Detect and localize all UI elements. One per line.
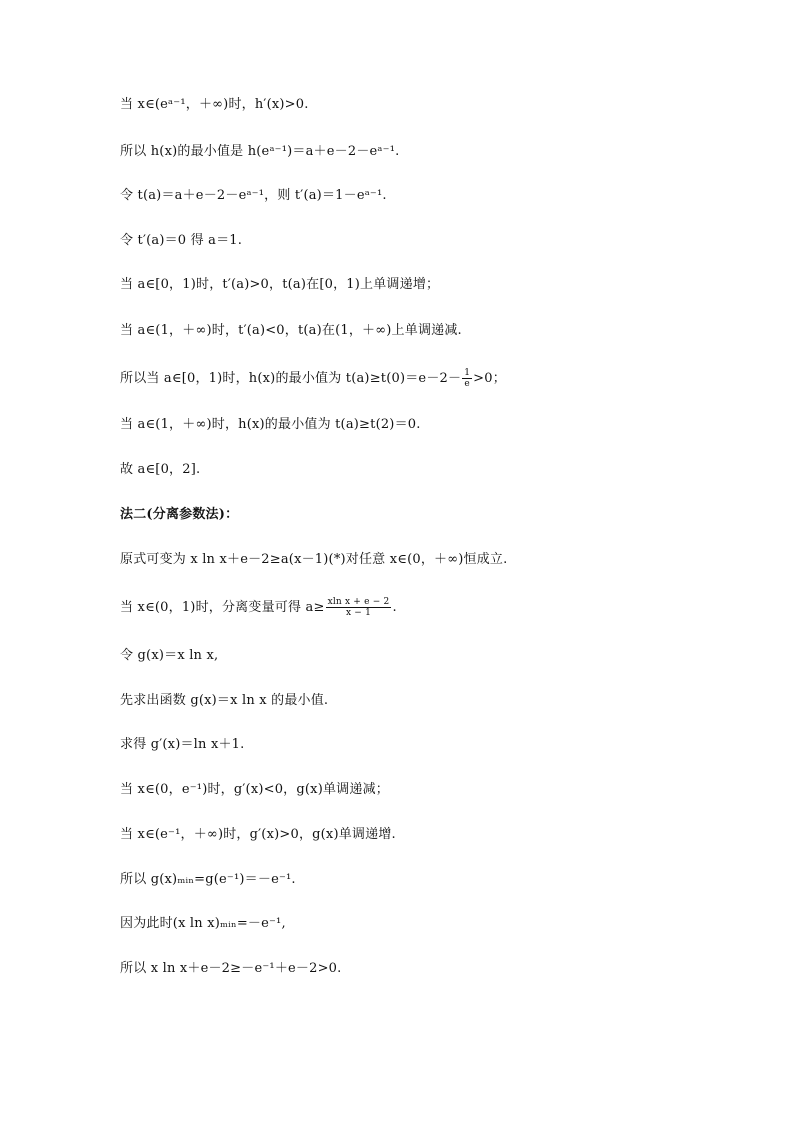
section-heading: 法二(分离参数法)： [120, 507, 239, 522]
text-line: 令 t(a)＝a＋e－2－eᵃ⁻¹，则 t′(a)＝1－eᵃ⁻¹. [120, 188, 387, 203]
text-line: 令 g(x)＝x ln x, [120, 648, 219, 663]
text-line: 所以 x ln x＋e－2≥－e⁻¹＋e－2>0. [120, 961, 342, 976]
text-line: 因为此时(x ln x)ₘᵢₙ=－e⁻¹, [120, 916, 286, 931]
text-segment: 所以当 a∈[0，1)时，h(x)的最小值为 t(a)≥t(0)＝e－2－ [120, 371, 462, 386]
text-line: 求得 g′(x)＝ln x＋1. [120, 737, 245, 752]
text-line: 当 x∈(e⁻¹，＋∞)时，g′(x)>0，g(x)单调递增. [120, 827, 396, 842]
fraction-denominator: e [464, 379, 470, 389]
text-line: 所以 h(x)的最小值是 h(eᵃ⁻¹)＝a＋e－2－eᵃ⁻¹. [120, 144, 400, 159]
fraction [326, 597, 392, 618]
text-line-with-fraction [120, 368, 506, 389]
text-line-with-fraction [120, 597, 397, 618]
text-line: 先求出函数 g(x)＝x ln x 的最小值. [120, 693, 329, 708]
fraction-denominator: x − 1 [345, 608, 372, 618]
text-segment: . [392, 600, 397, 615]
text-line: 当 x∈(eᵃ⁻¹，＋∞)时，h′(x)>0. [120, 97, 309, 112]
fraction [462, 368, 472, 389]
text-line: 令 t′(a)＝0 得 a＝1. [120, 233, 243, 248]
text-line: 当 a∈(1，＋∞)时，t′(a)<0，t(a)在(1，＋∞)上单调递减. [120, 323, 462, 338]
text-segment: 当 x∈(0，1)时，分离变量可得 a≥ [120, 600, 325, 615]
text-line: 所以 g(x)ₘᵢₙ=g(e⁻¹)＝－e⁻¹. [120, 872, 296, 887]
fraction-numerator: xln x + e − 2 [327, 597, 390, 607]
text-line: 故 a∈[0，2]. [120, 462, 201, 477]
fraction-numerator: 1 [464, 368, 471, 378]
text-segment: >0； [473, 371, 506, 386]
text-line: 原式可变为 x ln x＋e－2≥a(x－1)(*)对任意 x∈(0，＋∞)恒成立. [120, 552, 508, 567]
text-line: 当 x∈(0，e⁻¹)时，g′(x)<0，g(x)单调递减； [120, 782, 389, 797]
text-line: 当 a∈[0，1)时，t′(a)>0，t(a)在[0，1)上单调递增； [120, 277, 440, 292]
text-line: 当 a∈(1，＋∞)时，h(x)的最小值为 t(a)≥t(2)＝0. [120, 417, 421, 432]
